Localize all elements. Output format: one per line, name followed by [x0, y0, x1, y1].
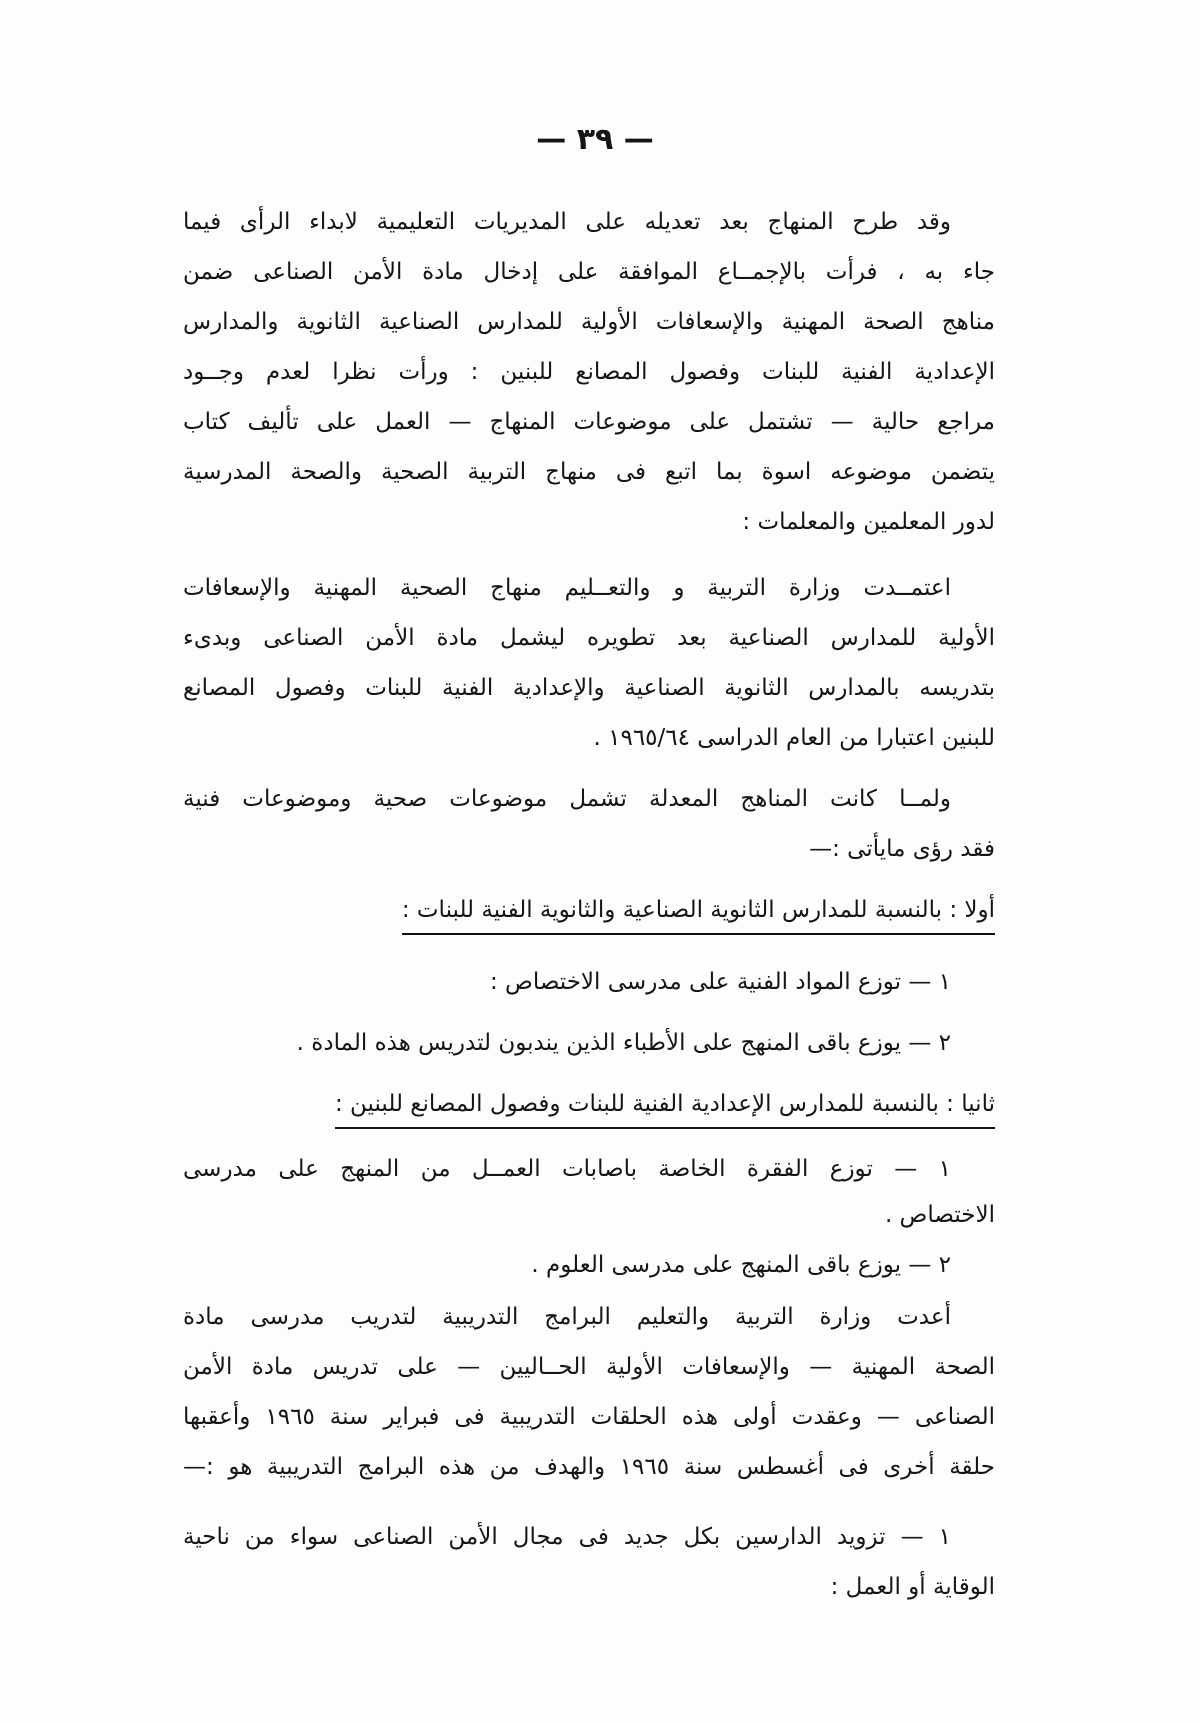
paragraph-line: للبنين اعتبارا من العام الدراسى ١٩٦٥/٦٤ . [593, 725, 995, 751]
paragraph-line: مناهج الصحة المهنية والإسعافات الأولية للمدارس الصناعية الثانوية والمدارس [183, 309, 995, 335]
paragraph-line: أعدت وزارة التربية والتعليم البرامج التدريبية لتدريب مدرسى مادة [183, 1304, 951, 1330]
paragraph-line: الإعدادية الفنية للبنات وفصول المصانع للبنين : ورأت نظرا لعدم وجــود [183, 359, 995, 385]
list-item-line: ١ — توزع المواد الفنية على مدرسى الاختصاص : [489, 969, 951, 995]
paragraph-decision [183, 774, 995, 874]
paragraph-line: وقد طرح المنهاج بعد تعديله على المديريات التعليمية لابداء الرأى فيما [183, 209, 951, 235]
paragraph-line: اعتمــدت وزارة التربية و والتعــليم منهاج الصحية المهنية والإسعافات [183, 575, 951, 601]
paragraph-curriculum-review [183, 197, 995, 547]
paragraph-line: حلقة أخرى فى أغسطس سنة ١٩٦٥ والهدف من هذه البرامج التدريبية هو :— [183, 1454, 995, 1480]
list-item [183, 1242, 995, 1288]
paragraph-line: لدور المعلمين والمعلمات : [742, 509, 995, 535]
section-heading-second [183, 1079, 995, 1129]
section-heading-line [183, 1079, 995, 1129]
list-item [183, 1146, 995, 1238]
list-item-line: ٢ — يوزع باقى المنهج على الأطباء الذين يندبون لتدريس هذه المادة . [296, 1030, 951, 1056]
list-item [183, 1512, 995, 1612]
list-item-line: ١ — توزع الفقرة الخاصة باصابات العمــل من المنهج على مدرسى [183, 1156, 951, 1182]
section-heading-line [183, 885, 995, 935]
list-item [183, 957, 995, 1007]
list-item-line: ١ — تزويد الدارسين بكل جديد فى مجال الأمن الصناعى سواء من ناحية [183, 1524, 951, 1550]
section-heading-first [183, 885, 995, 935]
paragraph-line: جاء به ، فرأت بالإجمــاع الموافقة على إدخال مادة الأمن الصناعى ضمن [183, 259, 995, 285]
list-item-line: الاختصاص . [884, 1202, 995, 1228]
paragraph-ministry-approval [183, 563, 995, 763]
section-heading-text: ثانيا : بالنسبة للمدارس الإعدادية الفنية للبنات وفصول المصانع للبنين : [335, 1083, 995, 1129]
paragraph-line: ولمــا كانت المناهج المعدلة تشمل موضوعات صحية وموضوعات فنية [183, 786, 951, 812]
paragraph-line: الصحة المهنية — والإسعافات الأولية الحــاليين — على تدريس مادة الأمن [183, 1354, 995, 1380]
list-item-line: الوقاية أو العمل : [830, 1574, 995, 1600]
page-number: — ٣٩ — [536, 122, 654, 157]
paragraph-line: الأولية للمدارس الصناعية بعد تطويره ليشمل مادة الأمن الصناعى وبدىء [183, 625, 995, 651]
paragraph-line: فقد رؤى مايأتى :— [809, 836, 995, 862]
paragraph-training-programs [183, 1292, 995, 1492]
paragraph-line: الصناعى — وعقدت أولى هذه الحلقات التدريبية فى فبراير سنة ١٩٦٥ وأعقبها [183, 1404, 996, 1430]
paragraph-line: يتضمن موضوعه اسوة بما اتبع فى منهاج التربية الصحية والصحة المدرسية [183, 459, 995, 485]
section-heading-text: أولا : بالنسبة للمدارس الثانوية الصناعية والثانوية الفنية للبنات : [402, 889, 995, 935]
list-item [183, 1018, 995, 1068]
paragraph-line: بتدريسه بالمدارس الثانوية الصناعية والإعدادية الفنية للبنات وفصول المصانع [183, 675, 995, 701]
list-item-line: ٢ — يوزع باقى المنهج على مدرسى العلوم . [531, 1252, 951, 1278]
paragraph-line: مراجع حالية — تشتمل على موضوعات المنهاج — العمل على تأليف كتاب [183, 409, 995, 435]
